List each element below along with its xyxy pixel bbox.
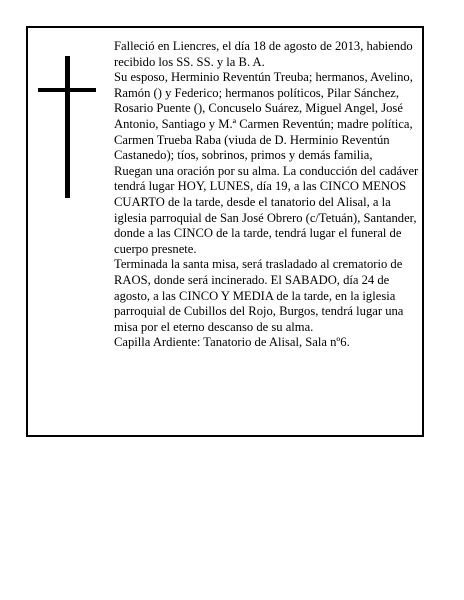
funeral-details: Ruegan una oración por su alma. La conducción del cadáver tendrá lugar HOY, LUNES, día 19, a las CINCO MENOS CUARTO de la tarde, desde el tanatorio del Alisal, a la iglesia parroquial de San José Obrero (c/Tetuán), Santander, donde a las CINCO de la tarde, tendrá lugar el funeral de cuerpo presnete. xyxy=(114,163,419,256)
cross-icon xyxy=(38,56,100,198)
obituary-notice xyxy=(26,26,424,437)
death-announcement: Falleció en Liencres, el día 18 de agosto de 2013, habiendo recibido los SS. SS. y la B. A. xyxy=(114,39,413,69)
chapel-location: Capilla Ardiente: Tanatorio de Alisal, Sala nº6. xyxy=(114,335,350,350)
family-list: Su esposo, Herminio Reventún Treuba; hermanos, Avelino, Ramón () y Federico; hermanos políticos, Pilar Sánchez, Rosario Puente (), Concuselo Suárez, Miguel Angel, José Antonio, Santiago y M.ª Carmen Reventún; madre política, Carmen Trueba Raba (viuda de D. Herminio Reventún Castanedo); tíos, sobrinos, primos y demás familia, xyxy=(114,70,413,163)
cremation-and-mass-details: Terminada la santa misa, será trasladado al crematorio de RAOS, donde será incinerado. El SABADO, día 24 de agosto, a las CINCO Y MEDIA de la tarde, en la iglesia parroquial de Cubillos del Rojo, Burgos, tendrá lugar una misa por el eterno descanso de su alma. xyxy=(114,257,404,334)
notice-body xyxy=(114,39,420,351)
